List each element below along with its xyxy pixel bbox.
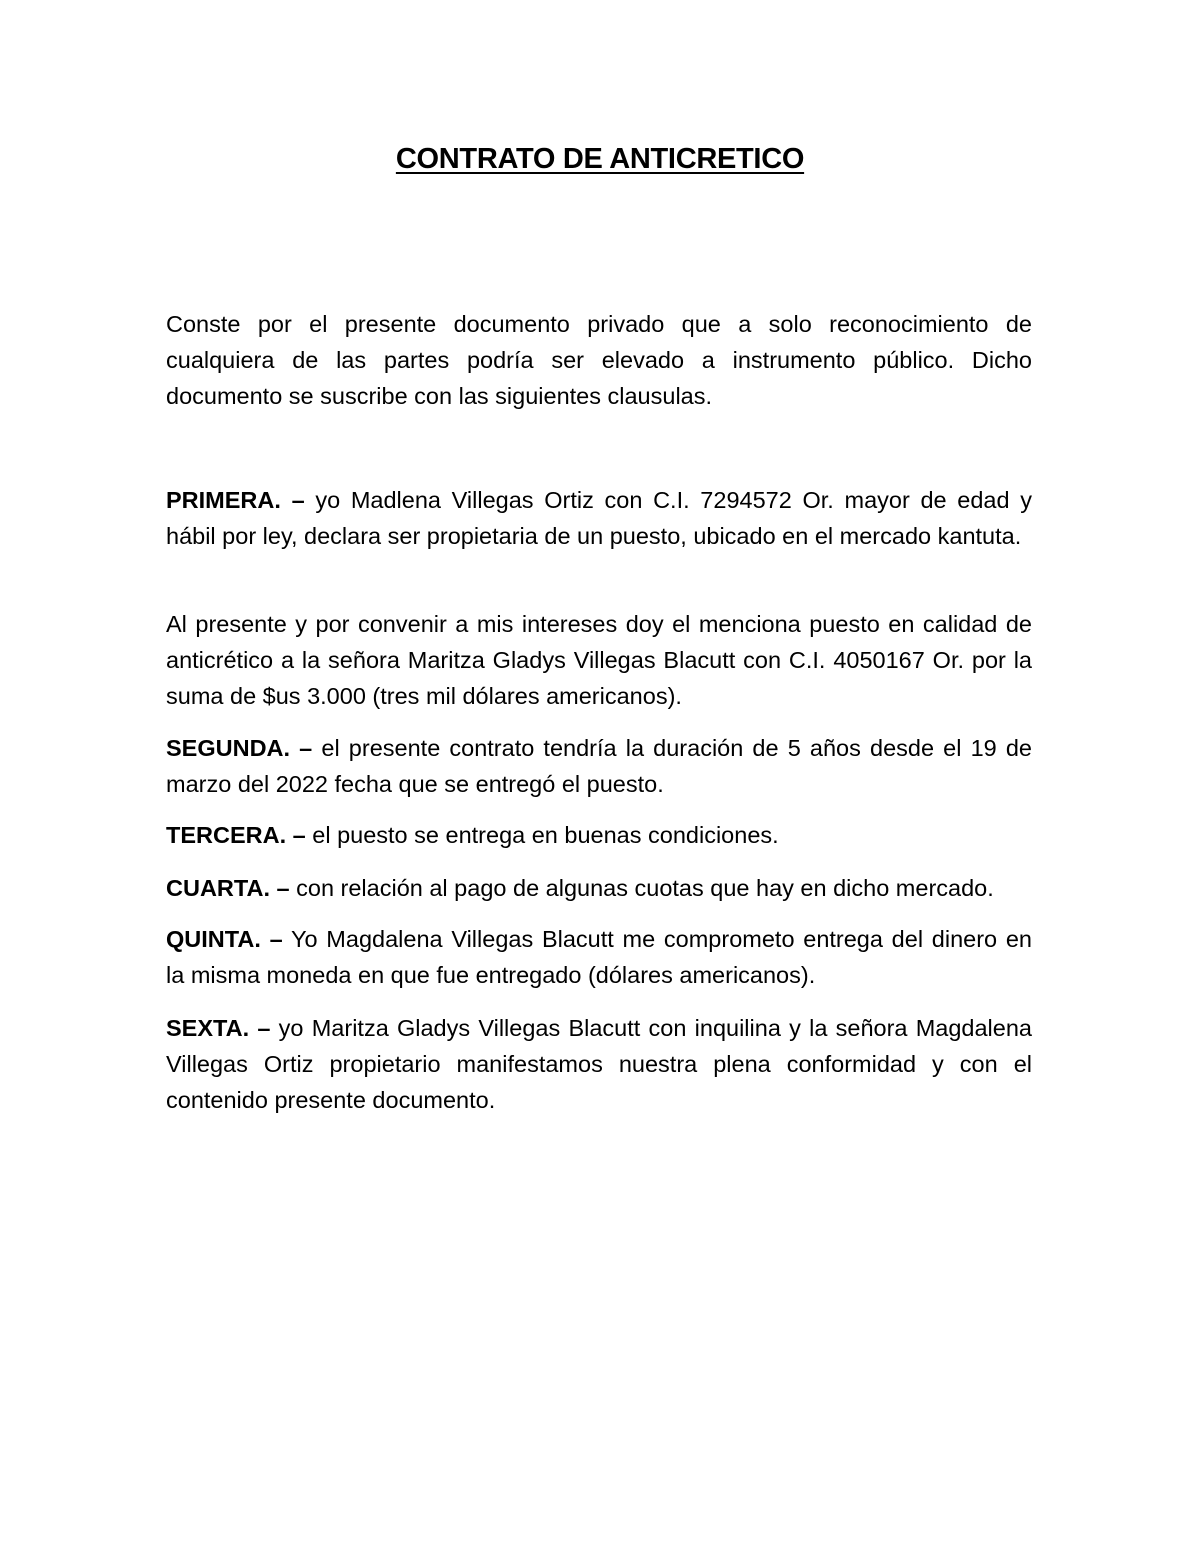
clause-text: Yo Magdalena Villegas Blacutt me comprometo entrega del dinero en la misma moneda en que fue entregado (dólares americanos). [166,926,1032,988]
intro-paragraph: Conste por el presente documento privado que a solo reconocimiento de cualquiera de las partes podría ser elevado a instrumento público. Dicho documento se suscribe con las siguientes clausulas. [166,311,1032,409]
clause-quinta [166,921,1032,993]
clause-primera [166,482,1032,554]
clause-continuation-paragraph [166,606,1032,714]
clause-label: SEGUNDA. – [166,735,313,761]
clause-text: el puesto se entrega en buenas condiciones. [305,822,779,848]
clause-cuarta [166,870,1032,906]
clause-segunda [166,730,1032,802]
clause-label: TERCERA. – [166,822,306,848]
clause-label: QUINTA. – [166,926,283,952]
clause-label: CUARTA. – [166,875,290,901]
clause-text: el presente contrato tendría la duración de 5 años desde el 19 de marzo del 2022 fecha que se entregó el puesto. [166,735,1032,797]
document-title: CONTRATO DE ANTICRETICO [395,143,805,175]
clause-sexta [166,1010,1032,1118]
clause-text: yo Maritza Gladys Villegas Blacutt con inquilina y la señora Magdalena Villegas Ortiz propietario manifestamos nuestra plena conformidad y con el contenido presente documento. [166,1015,1032,1113]
clause-text: con relación al pago de algunas cuotas que hay en dicho mercado. [289,875,994,901]
clause-tercera [166,817,1032,853]
clause-text: Al presente y por convenir a mis intereses doy el menciona puesto en calidad de anticrético a la señora Maritza Gladys Villegas Blacutt con C.I. 4050167 Or. por la suma de $us 3.000 (tres mil dólares americanos). [166,611,1032,709]
clause-label: PRIMERA. – [166,487,305,513]
clause-text: yo Madlena Villegas Ortiz con C.I. 7294572 Or. mayor de edad y hábil por ley, declara ser propietaria de un puesto, ubicado en el mercado kantuta. [166,487,1032,549]
clause-label: SEXTA. – [166,1015,271,1041]
